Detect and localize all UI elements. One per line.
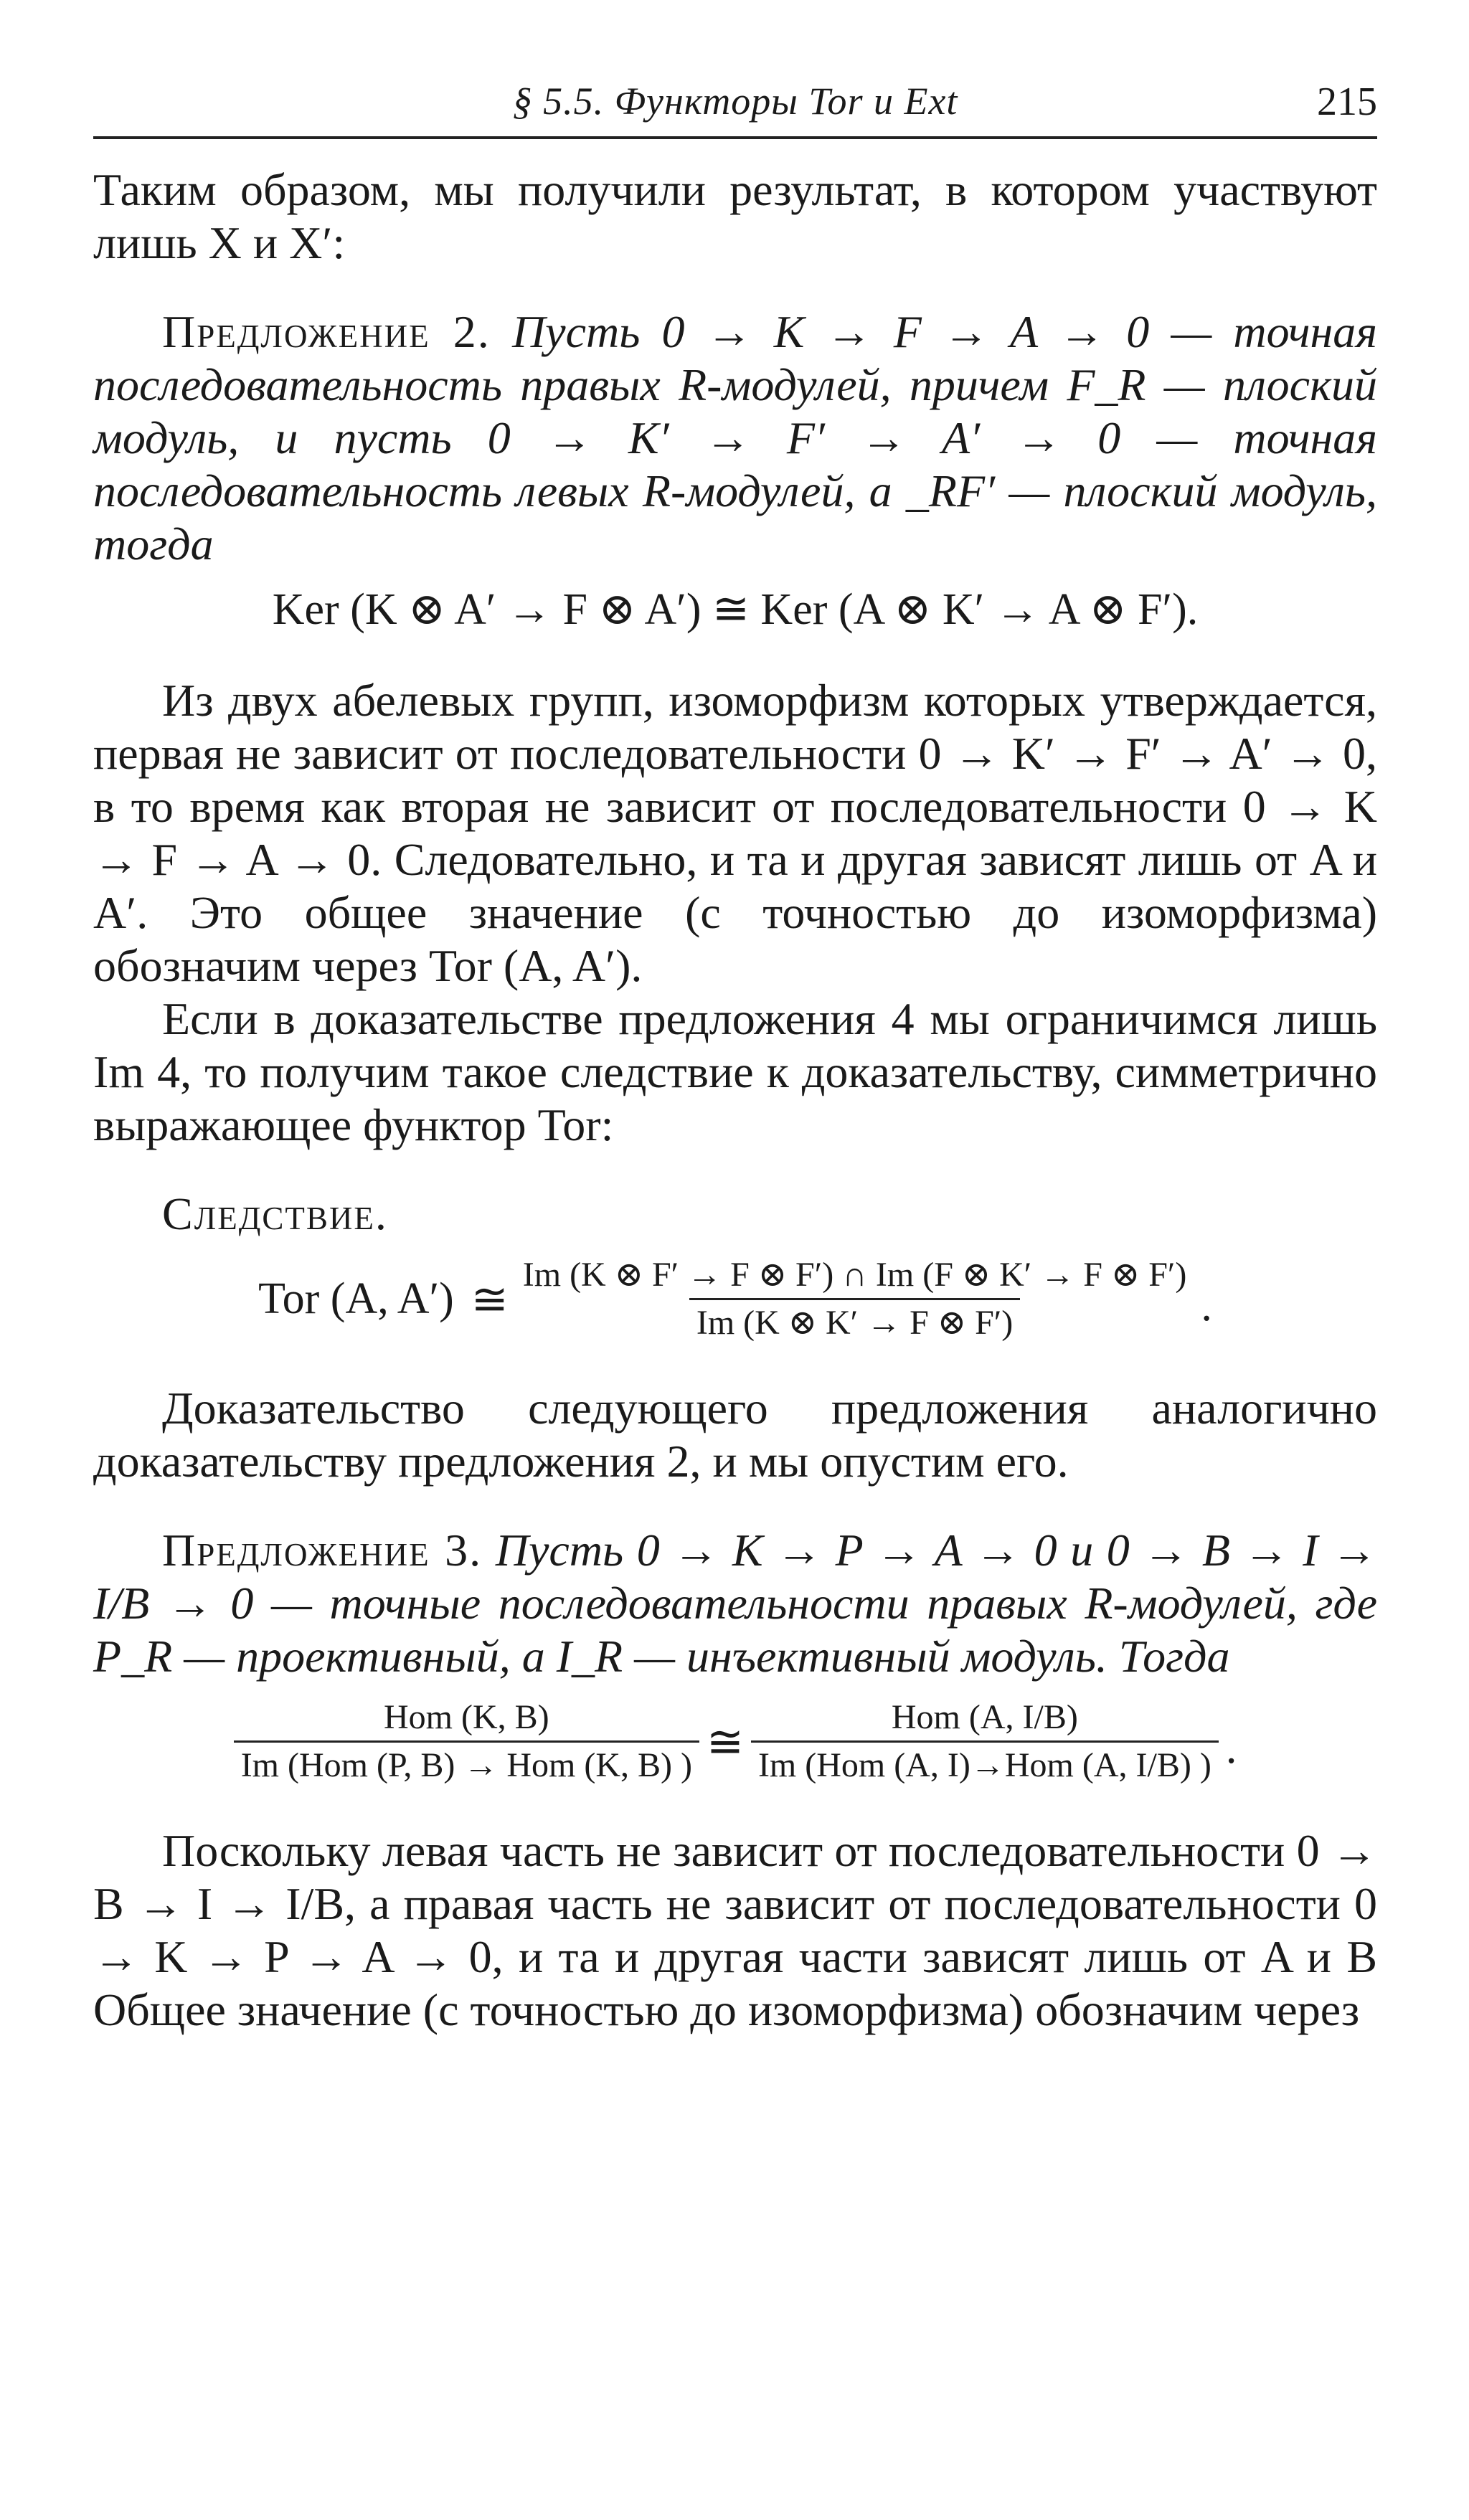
proposition-3 (93, 1524, 1377, 1683)
corollary-denominator: Im (K ⊗ K′ → F ⊗ F′) (689, 1298, 1020, 1346)
proposition-3-formula (93, 1695, 1377, 1789)
right-fraction (751, 1695, 1219, 1789)
corollary-label: Следствие. (162, 1188, 388, 1239)
isomorphism-symbol: ≅ (706, 1718, 744, 1767)
intro-paragraph: Таким образом, мы получили результат, в котором участвуют лишь X и X′: (93, 164, 1377, 268)
proposition-2-formula: Ker (K ⊗ A′ → F ⊗ A′) ≅ Ker (A ⊗ K′ → A ⊗ F′). (272, 585, 1199, 634)
left-fraction (234, 1695, 699, 1789)
left-numerator: Hom (K, B) (384, 1698, 549, 1736)
paragraph-proof-omitted: Доказательство следующего предложения аналогично доказательству предложения 2, и мы опустим его. (93, 1383, 1377, 1487)
corollary-lhs: Tor (A, A′) (258, 1274, 454, 1323)
proposition-2-text: Пусть 0 → K → F → A → 0 — точная последовательность правых R-модулей, причем F_R — плоский модуль, и пусть 0 → K′ → F′ → A′ → 0 — точная последовательность левых R-модулей, а _RF′ — плоский модуль, тогда (93, 306, 1378, 569)
right-denominator: Im (Hom (A, I)→Hom (A, I/B) ) (751, 1740, 1219, 1789)
paragraph-ext-definition: Поскольку левая часть не зависит от последовательности 0 → B → I → I/B, а правая часть не зависит от последовательности 0 → K → P → A → 0, и та и другая части зависят лишь от A и B Общее значение (с точностью до изоморфизма) обозначим через (93, 1825, 1377, 2035)
running-header (93, 72, 1377, 139)
formula-period: . (1225, 1724, 1237, 1773)
proposition-3-text: Пусть 0 → K → P → A → 0 и 0 → B → I → I/B → 0 — точные последовательности правых R-модулей, где P_R — проективный, а I_R — инъективный модуль. Тогда (93, 1525, 1378, 1682)
page-number: 215 (1317, 80, 1377, 124)
corollary-numerator: Im (K ⊗ F′ → F ⊗ F′) ∩ Im (F ⊗ K′ → F ⊗ F′) (522, 1256, 1187, 1294)
paragraph-tor-definition: Из двух абелевых групп, изоморфизм которых утверждается, первая не зависит от последовательности 0 → K′ → F′ → A′ → 0, в то время как вторая не зависит от последовательности 0 → K → F → A → 0. Следовательно, и та и другая зависят лишь от A и A′. Это общее значение (с точностью до изоморфизма) обозначим через Tor (A, A′). (93, 675, 1377, 991)
section-title: § 5.5. Функторы Tor и Ext (512, 80, 958, 123)
corollary-fraction (516, 1252, 1194, 1346)
isomorphism-symbol: ≅ (471, 1275, 509, 1325)
formula-period: . (1201, 1282, 1212, 1330)
proposition-2-label: Предложение 2. (162, 306, 491, 357)
right-numerator: Hom (A, I/B) (891, 1698, 1078, 1736)
proposition-2 (93, 305, 1377, 571)
proposition-3-label: Предложение 3. (162, 1525, 483, 1576)
left-denominator: Im (Hom (P, B) → Hom (K, B) ) (234, 1740, 699, 1789)
book-page (93, 72, 1377, 2037)
corollary-formula (93, 1252, 1377, 1346)
paragraph-corollary-intro: Если в доказательстве предложения 4 мы ограничимся лишь Im 4, то получим такое следствие к доказательству, симметрично выражающее функтор Tor: (93, 993, 1377, 1150)
